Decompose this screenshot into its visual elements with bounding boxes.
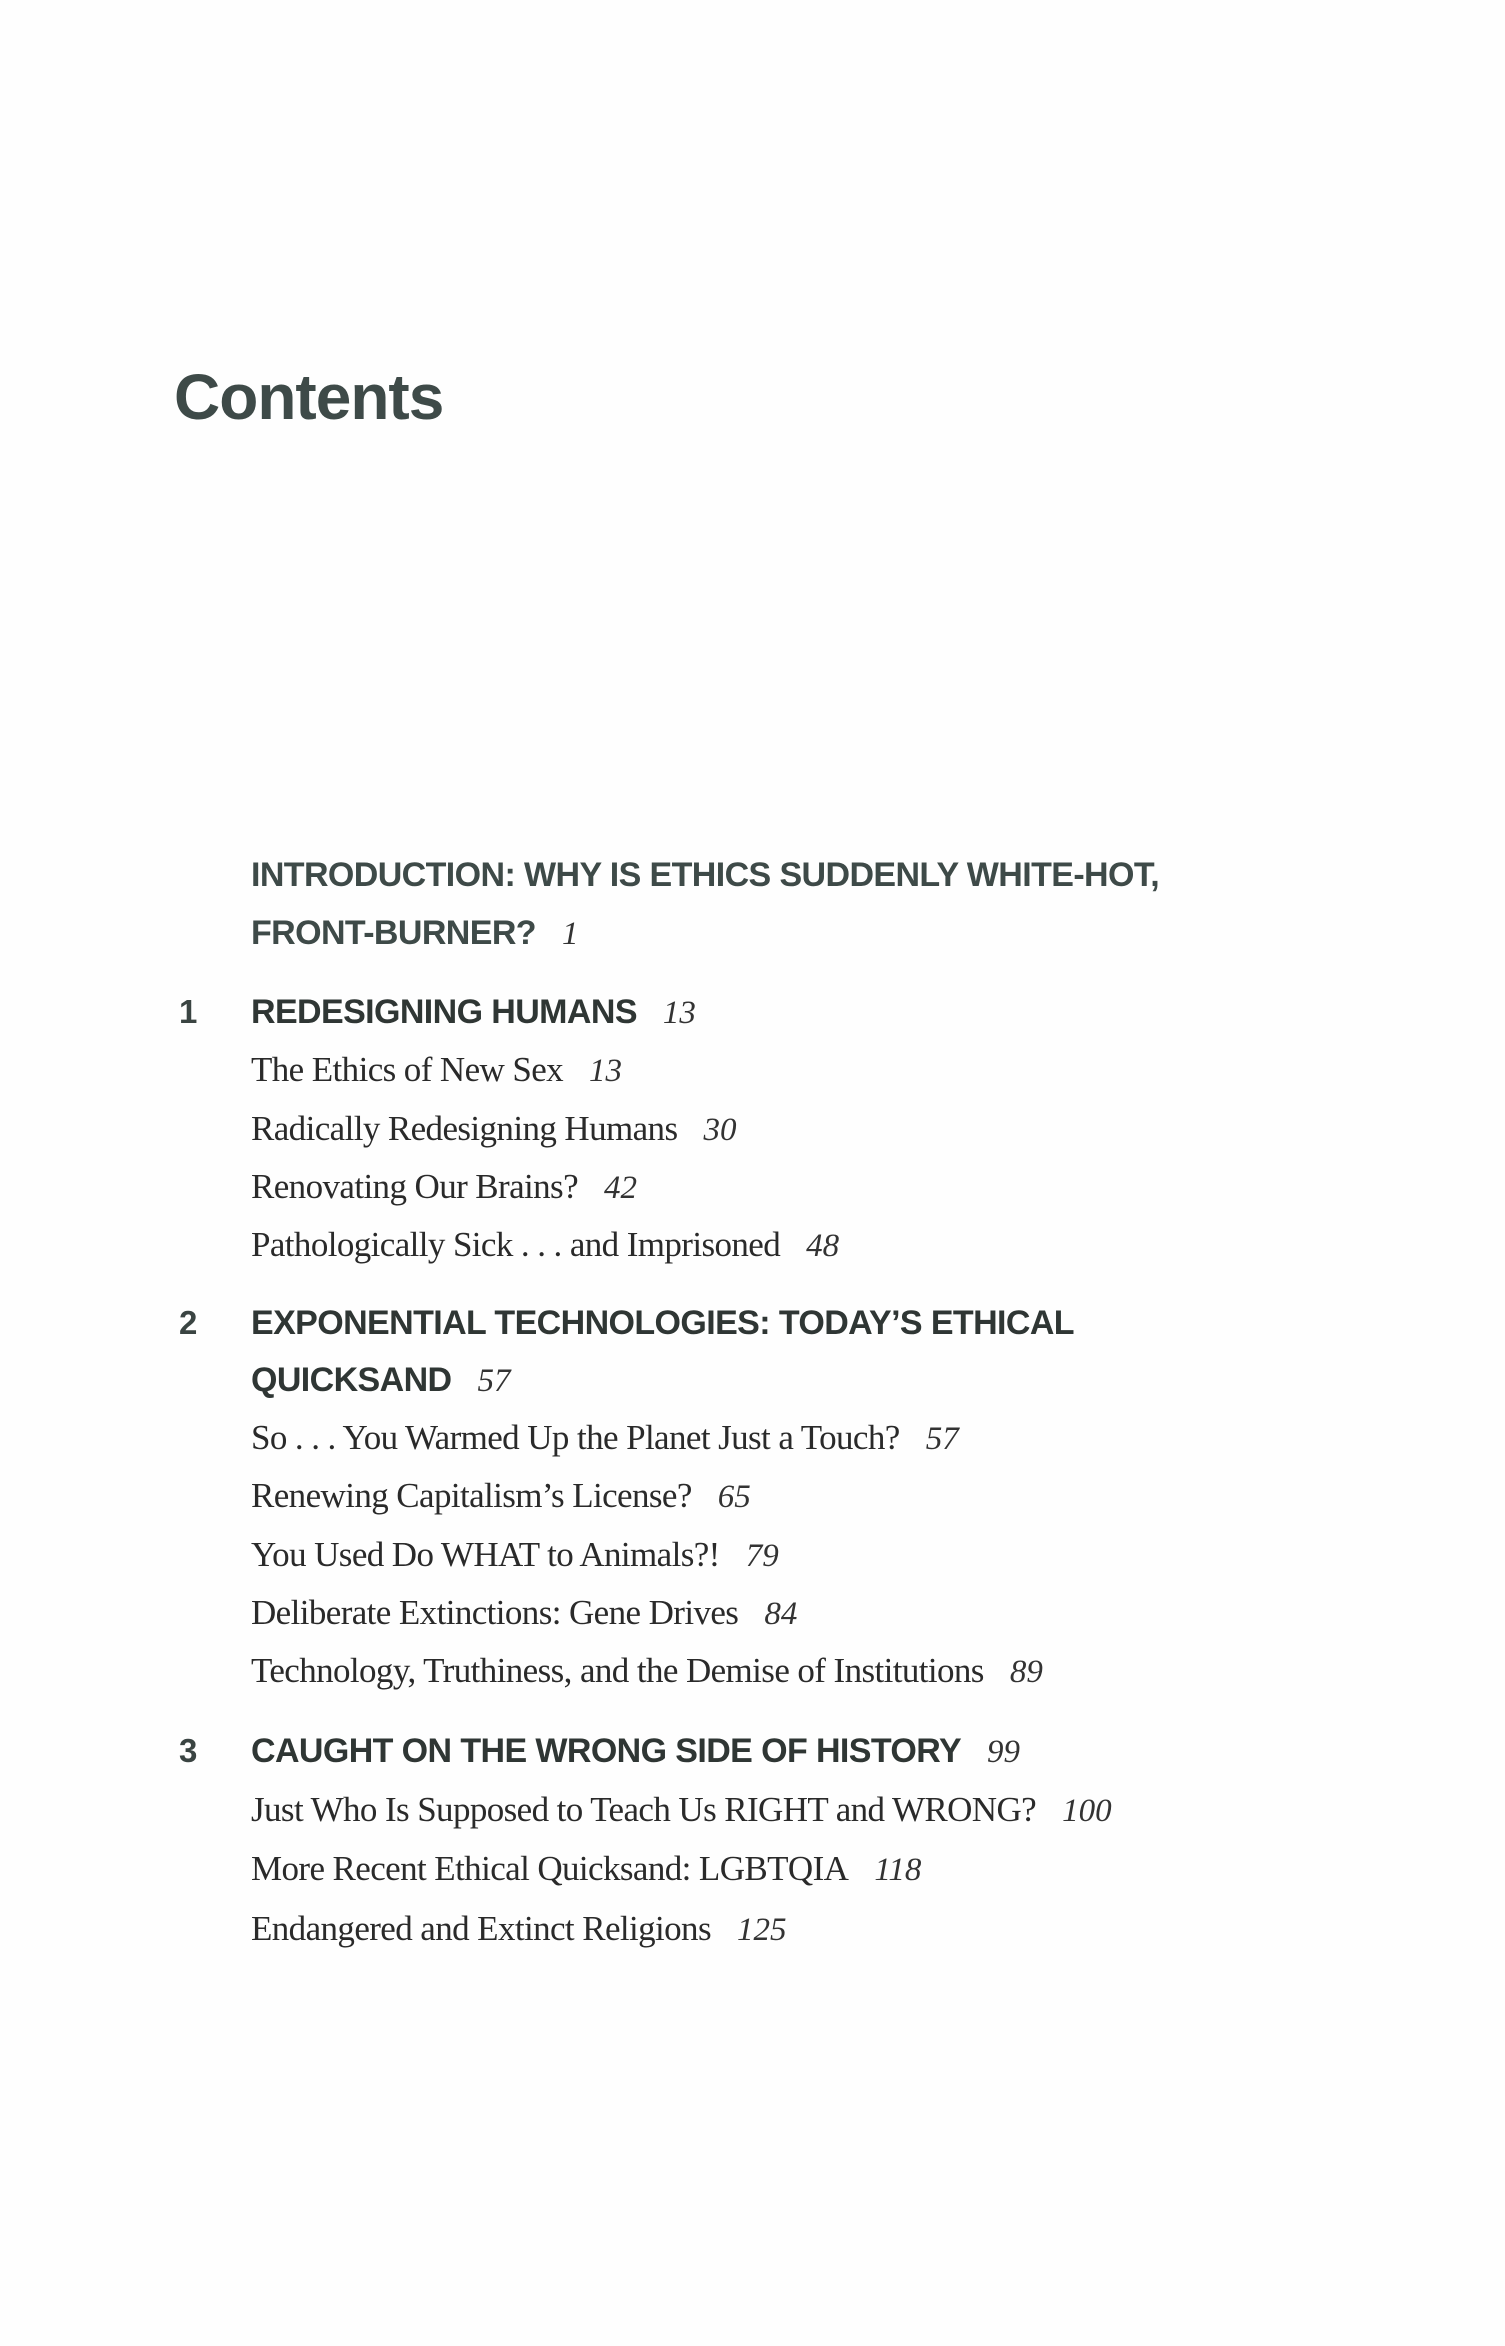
- toc-section[interactable]: [251, 1409, 959, 1467]
- page-number: 99: [987, 1734, 1021, 1770]
- page-number: 65: [717, 1479, 751, 1515]
- section-title: Technology, Truthiness, and the Demise of Institutions: [251, 1651, 984, 1690]
- section-title: You Used Do WHAT to Animals?!: [251, 1535, 720, 1574]
- toc-chapter-2-cont[interactable]: [251, 1351, 511, 1409]
- toc-section[interactable]: [251, 1642, 1043, 1700]
- section-title: Radically Redesigning Humans: [251, 1109, 678, 1148]
- page-number: 13: [589, 1053, 623, 1089]
- page-number: 1: [561, 916, 579, 952]
- page-number: 57: [477, 1363, 511, 1399]
- toc-section[interactable]: [251, 1158, 637, 1216]
- page-number: 125: [736, 1912, 787, 1948]
- page-number: 79: [745, 1538, 779, 1574]
- chapter-number: 1: [179, 993, 198, 1030]
- page-title: Contents: [174, 361, 444, 433]
- section-title: Renovating Our Brains?: [251, 1167, 579, 1206]
- toc-section[interactable]: [251, 1781, 1112, 1839]
- toc-section[interactable]: [251, 1100, 736, 1158]
- introduction-title: INTRODUCTION: WHY IS ETHICS SUDDENLY WHITE-HOT,: [251, 856, 1160, 894]
- toc-section[interactable]: [251, 1900, 786, 1958]
- toc-introduction-line2[interactable]: [251, 904, 578, 962]
- toc-chapter-2[interactable]: [179, 1294, 1074, 1352]
- page-number: 13: [662, 995, 696, 1031]
- introduction-title-cont: FRONT-BURNER?: [251, 914, 536, 952]
- page-number: 84: [764, 1596, 798, 1632]
- section-title: More Recent Ethical Quicksand: LGBTQIA: [251, 1849, 849, 1888]
- section-title: Pathologically Sick . . . and Imprisoned: [251, 1225, 781, 1264]
- toc-section[interactable]: [251, 1526, 779, 1584]
- section-title: So . . . You Warmed Up the Planet Just a Touch?: [251, 1418, 900, 1457]
- chapter-title: REDESIGNING HUMANS: [251, 993, 637, 1031]
- page-number: 118: [874, 1852, 922, 1888]
- page-number: 48: [806, 1228, 840, 1264]
- page-number: 42: [604, 1170, 638, 1206]
- chapter-number: 2: [179, 1304, 198, 1341]
- page-number: 100: [1062, 1793, 1112, 1829]
- section-title: Deliberate Extinctions: Gene Drives: [251, 1593, 739, 1632]
- toc-section[interactable]: [251, 1840, 921, 1898]
- chapter-title: CAUGHT ON THE WRONG SIDE OF HISTORY: [251, 1732, 962, 1770]
- section-title: Renewing Capitalism’s License?: [251, 1476, 692, 1515]
- section-title: Endangered and Extinct Religions: [251, 1909, 711, 1948]
- toc-section[interactable]: [251, 1467, 751, 1525]
- toc-section[interactable]: [251, 1584, 797, 1642]
- page-number: 30: [703, 1112, 737, 1148]
- section-title: The Ethics of New Sex: [251, 1050, 564, 1089]
- toc-introduction-line1[interactable]: [251, 846, 1159, 904]
- toc-section[interactable]: [251, 1041, 622, 1099]
- chapter-title-cont: QUICKSAND: [251, 1361, 452, 1399]
- toc-chapter-1[interactable]: [179, 983, 696, 1041]
- toc-chapter-3[interactable]: [179, 1722, 1021, 1780]
- page-number: 89: [1009, 1654, 1043, 1690]
- toc-section[interactable]: [251, 1216, 839, 1274]
- chapter-number: 3: [179, 1732, 198, 1769]
- section-title: Just Who Is Supposed to Teach Us RIGHT and WRONG?: [251, 1790, 1037, 1829]
- page-number: 57: [925, 1421, 959, 1457]
- chapter-title: EXPONENTIAL TECHNOLOGIES: TODAY’S ETHICAL: [251, 1304, 1074, 1342]
